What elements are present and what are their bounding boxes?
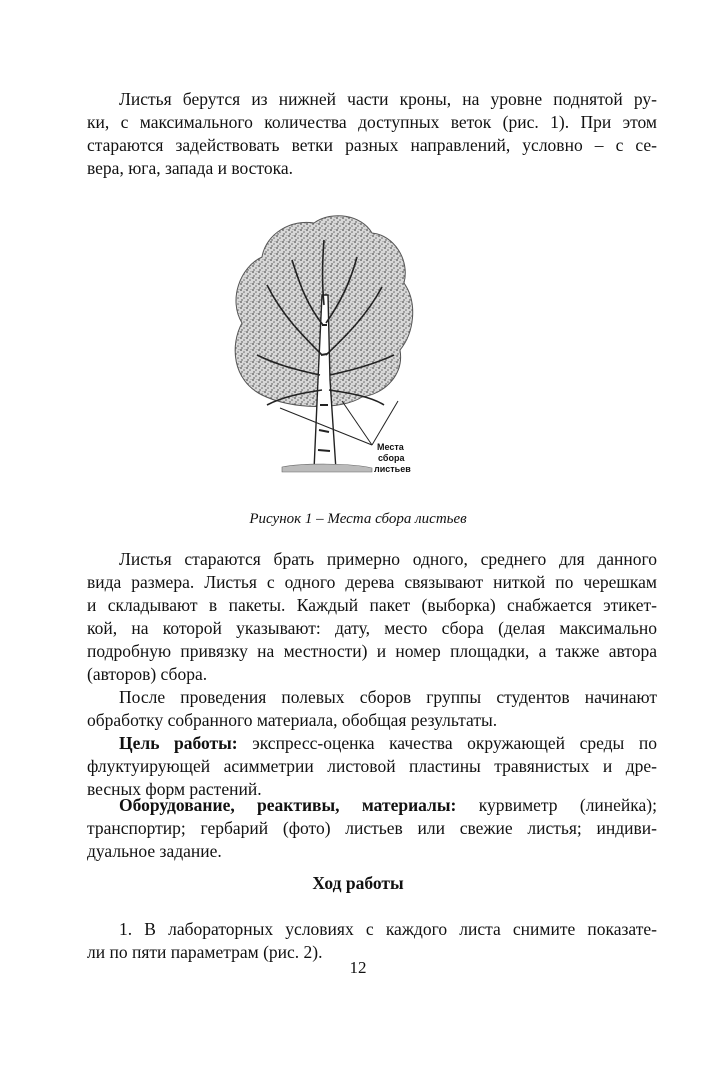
text-line: обработку собранного материала, обобщая результаты. [87, 710, 498, 730]
section-heading: Ход работы [312, 873, 404, 893]
text-line: ки, с максимального количества доступных веток (рис. 1). При этом [87, 112, 657, 132]
equipment-text: курвиметр (линейка); [456, 795, 657, 815]
collection-places-label-line1: Места [377, 442, 404, 452]
text-line: После проведения полевых сборов группы студентов начинают [119, 687, 657, 707]
text-line: флуктуирующей асимметрии листовой пластины травянистых и дре- [87, 756, 657, 776]
text-line: ли по пяти параметрам (рис. 2). [87, 942, 323, 962]
page-number: 12 [349, 958, 367, 977]
paragraph-leaf-collection [87, 88, 657, 180]
text-line: вера, юга, запада и востока. [87, 158, 293, 178]
text-line [87, 732, 657, 755]
text-line: Листья стараются брать примерно одного, среднего для данного [119, 549, 657, 569]
paragraph-equipment [87, 794, 657, 863]
text-line: вида размера. Листья с одного дерева связывают ниткой по черешкам [87, 572, 657, 592]
text-line [87, 794, 657, 817]
collection-places-label-line3: листьев [374, 464, 411, 474]
equipment-label: Оборудование, реактивы, материалы: [119, 795, 457, 815]
paragraph-work-goal [87, 732, 657, 801]
text-line: подробную привязку на местности) и номер площадки, а также автора [87, 641, 657, 661]
text-line: и складывают в пакеты. Каждый пакет (выборка) снабжается этикет- [87, 595, 657, 615]
text-line: дуальное задание. [87, 841, 222, 861]
work-goal-label: Цель работы: [119, 733, 238, 753]
birch-tree-illustration [222, 205, 422, 485]
figure-birch-tree [222, 205, 422, 485]
text-line: стараются задействовать ветки разных направлений, условно – с се- [87, 135, 657, 155]
pointer-lines [280, 401, 398, 445]
ground [282, 464, 372, 472]
text-line: весных форм растений. [87, 779, 262, 799]
collection-places-label-line2: сбора [378, 453, 405, 463]
paragraph-processing [87, 686, 657, 732]
text-line: транспортир; гербарий (фото) листьев или свежие листья; индиви- [87, 818, 657, 838]
text-line: (авторов) сбора. [87, 664, 208, 684]
text-line: Листья берутся из нижней части кроны, на уровне поднятой ру- [119, 89, 657, 109]
figure-caption: Рисунок 1 – Места сбора листьев [249, 511, 467, 527]
work-goal-text: экспресс-оценка качества окружающей среды по [237, 733, 657, 753]
text-line: 1. В лабораторных условиях с каждого листа снимите показате- [119, 919, 657, 939]
paragraph-leaf-selection [87, 548, 657, 686]
text-line: кой, на которой указывают: дату, место сбора (делая максимально [87, 618, 657, 638]
